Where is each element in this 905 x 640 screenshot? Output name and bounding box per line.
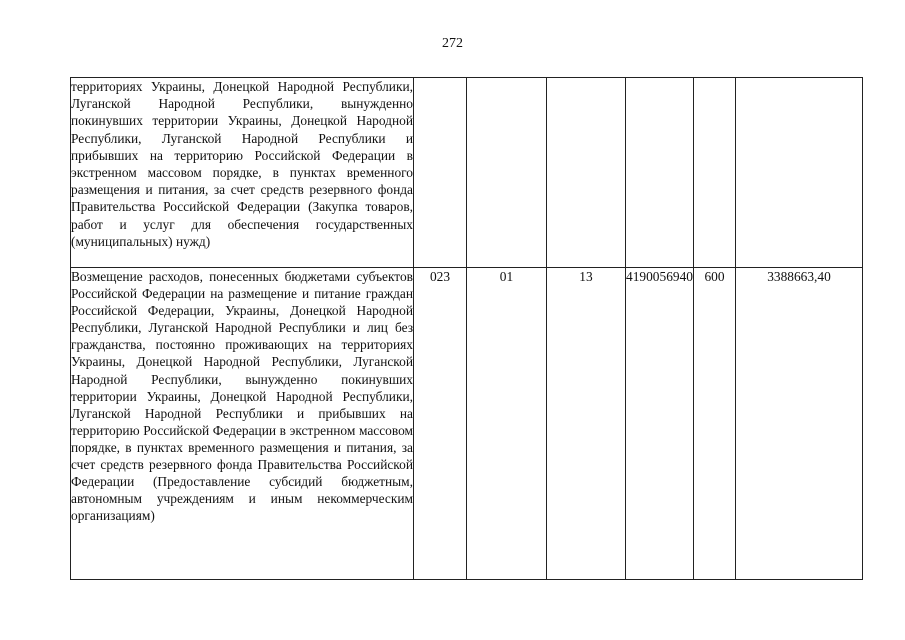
target-article-cell: 4190056940 — [626, 268, 694, 580]
description-cell — [71, 78, 414, 268]
page-number: 272 — [442, 36, 463, 51]
ministry-code-cell — [414, 78, 467, 268]
description-text: Возмещение расходов, понесенных бюджетами субъектов Российской Федерации на размещение и питание граждан Российской Федерации, Украины, Донецкой Народной Республики, Луганской Народной Республики и лиц без гражданства, постоянно проживающих на территориях Украины, Донецкой Народной Республики, Луганской Народной Республики, вынужденно покинувших территории Украины, Донецкой Народной Республики, Луганской Народной Республики и прибывших на территорию Российской Федерации в экстренном массовом порядке, в пунктах временного размещения и питания, за счет средств резервного фонда Правительства Российской Федерации (Предоставление субсидий бюджетным, автономным учреждениям и иным некоммерческим организациям) — [71, 269, 413, 524]
target-article-cell — [626, 78, 694, 268]
subsection-code-cell: 13 — [547, 268, 626, 580]
expense-type-cell — [694, 78, 736, 268]
section-code-cell: 01 — [467, 268, 547, 580]
amount-cell: 3388663,40 — [736, 268, 863, 580]
expense-type-cell: 600 — [694, 268, 736, 580]
table-row — [71, 268, 863, 580]
subsection-code-cell — [547, 78, 626, 268]
section-code-cell — [467, 78, 547, 268]
description-text: территориях Украины, Донецкой Народной Республики, Луганской Народной Республики, вынужденно покинувших территории Украины, Донецкой Народной Республики, Луганской Народной Республики и прибывших на территорию Российской Федерации в экстренном массовом порядке, в пунктах временного размещения и питания, за счет средств резервного фонда Правительства Российской Федерации (Закупка товаров, работ и услуг для обеспечения государственных (муниципальных) нужд) — [71, 79, 413, 249]
table-row — [71, 78, 863, 268]
budget-table — [70, 77, 863, 580]
ministry-code-cell: 023 — [414, 268, 467, 580]
description-cell — [71, 268, 414, 580]
amount-cell — [736, 78, 863, 268]
